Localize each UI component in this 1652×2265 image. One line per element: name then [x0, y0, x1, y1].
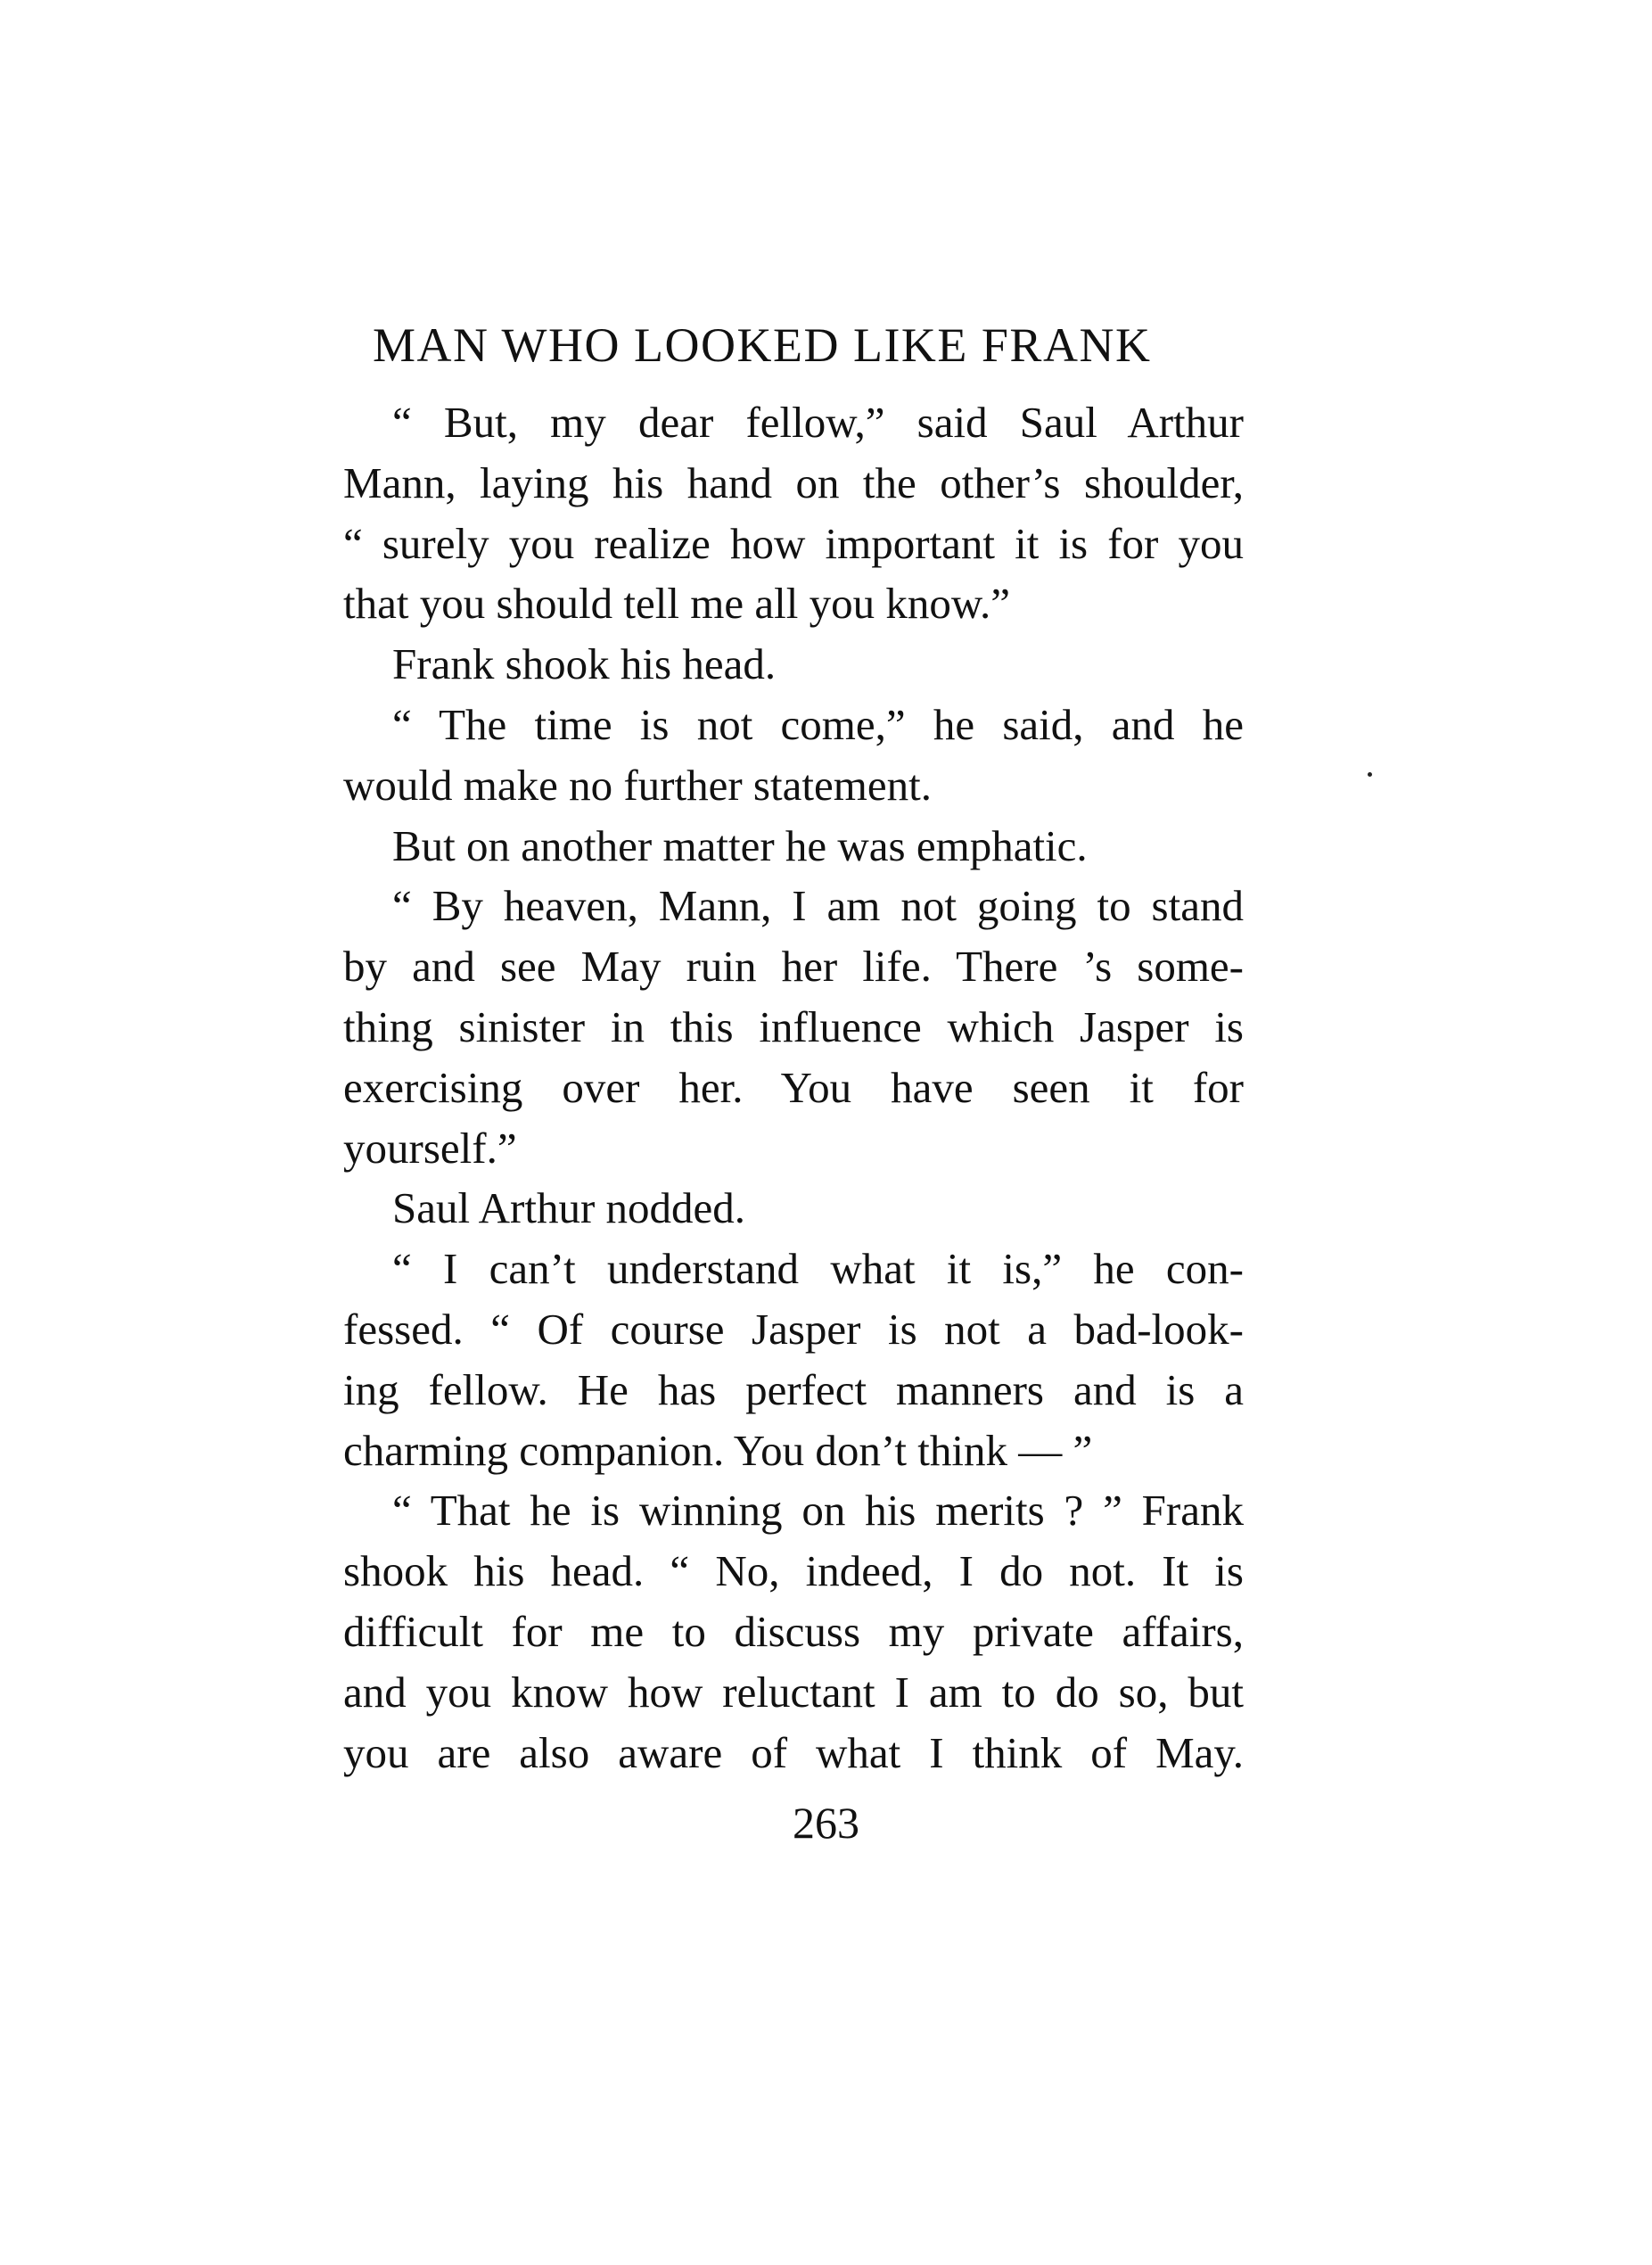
text-line: Frank shook his head. [392, 639, 777, 689]
text-line: “ The time is not come,” he said, and he [392, 699, 1244, 749]
text-line: “ By heaven, Mann, I am not going to stand [392, 881, 1244, 931]
body-text [343, 392, 1244, 1783]
running-head: MAN WHO LOOKED LIKE FRANK [373, 318, 1152, 372]
text-line: Saul Arthur nodded. [392, 1183, 746, 1233]
text-line: But on another matter he was emphatic. [392, 820, 1088, 870]
text-line: difficult for me to discuss my private affairs, [343, 1606, 1244, 1656]
text-line: by and see May ruin her life. There ’s some- [343, 942, 1244, 992]
text-line: would make no further statement. [343, 760, 932, 810]
text-line: charming companion. You don’t think — ” [343, 1425, 1093, 1475]
text-line: “ I can’t understand what it is,” he con- [392, 1244, 1244, 1294]
text-line: and you know how reluctant I am to do so, but [343, 1667, 1244, 1717]
text-line: fessed. “ Of course Jasper is not a bad-look- [343, 1304, 1244, 1354]
text-line: that you should tell me all you know.” [343, 579, 1011, 629]
text-line: ing fellow. He has perfect manners and is a [343, 1364, 1244, 1414]
text-line: shook his head. “ No, indeed, I do not. It is [343, 1546, 1244, 1596]
text-line: you are also aware of what I think of May. [343, 1727, 1244, 1777]
text-line: “ surely you realize how important it is for you [343, 518, 1244, 568]
page-number: 263 [793, 1798, 859, 1848]
text-line: exercising over her. You have seen it for [343, 1062, 1244, 1112]
text-line: “ But, my dear fellow,” said Saul Arthur [392, 398, 1244, 447]
text-line: thing sinister in this influence which Jasper is [343, 1001, 1244, 1051]
text-line: “ That he is winning on his merits ? ” Frank [392, 1486, 1244, 1536]
print-speck [1368, 772, 1372, 777]
text-line: Mann, laying his hand on the other’s shoulder, [343, 457, 1244, 507]
text-line: yourself.” [343, 1123, 517, 1173]
